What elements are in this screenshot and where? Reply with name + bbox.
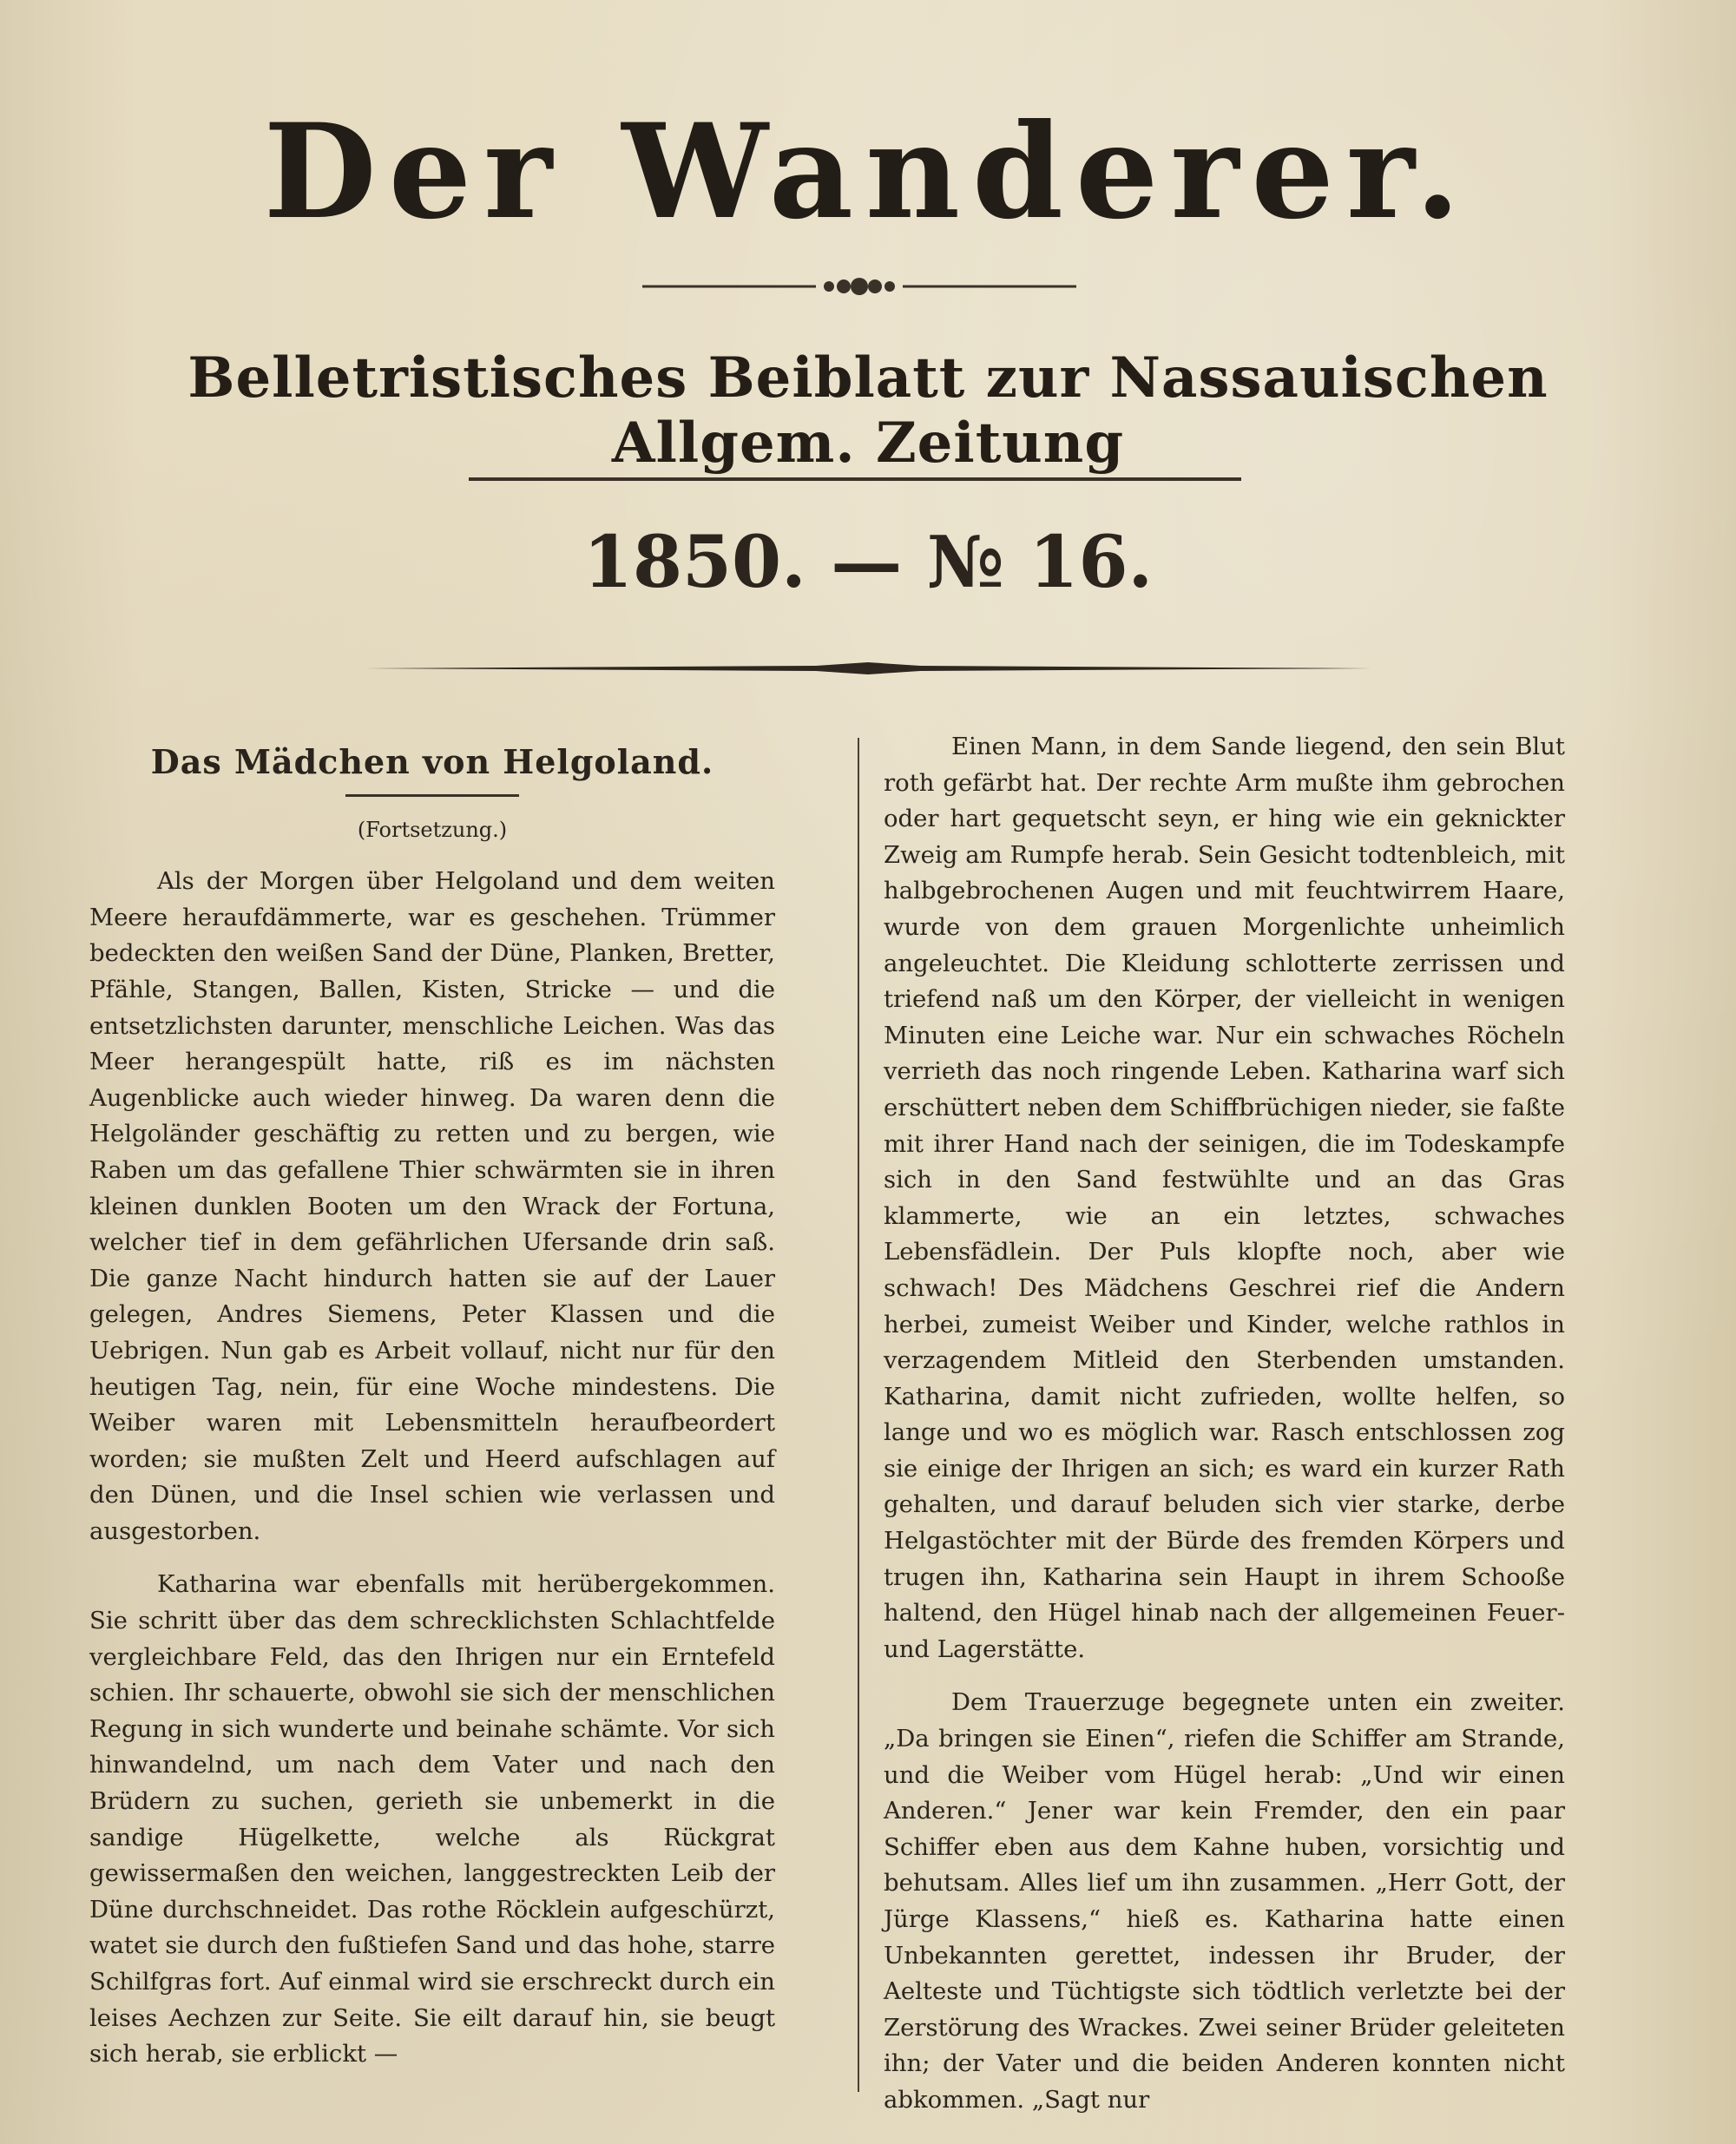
article-paragraph: Einen Mann, in dem Sande liegend, den sein Blut roth gefärbt hat. Der rechte Arm mußte ihm gebrochen oder hart gequetscht seyn, er hing wie ein geknickter Zweig am Rumpfe herab. Sein Gesicht todtenbleich, mit halbgebrochenen Augen und mit feuchtwirrem Haare, wurde von dem grauen Morgenlichte unheimlich angeleuchtet. Die Kleidung schlotterte zerrissen und triefend naß um den Körper, der vielleicht in wenigen Minuten eine Leiche war. Nur ein schwaches Röcheln verrieth das noch ringende Leben. Katharina warf sich erschüttert neben dem Schiffbrüchigen nieder, sie faßte mit ihrer Hand nach der seinigen, die im Todeskampfe sich in den Sand festwühlte und an das Gras klammerte, wie an ein letztes, schwaches Lebensfädlein. Der Puls klopfte noch, aber wie schwach! Des Mädchens Geschrei rief die Andern herbei, zumeist Weiber und Kinder, welche rathlos in verzagendem Mitleid den Sterbenden umstanden. Katharina, damit nicht zufrieden, wollte helfen, so lange und wo es möglich war. Rasch entschlossen zog sie einige der Ihrigen an sich; es ward ein kurzer Rath gehalten, und darauf beluden sich vier starke, derbe Helgastöchter mit der Bürde des fremden Körpers und trugen ihn, Katharina sein Haupt in ihrem Schooße haltend, den Hügel hinab nach der allgemeinen Feuer- und Lagerstätte. <box>884 733 1565 1663</box>
masthead-rule <box>469 477 1241 481</box>
ornament-divider-top <box>642 276 1076 297</box>
article-column-right <box>884 729 1565 2119</box>
masthead-subtitle: Belletristisches Beiblatt zur Nassauischen Allgem. Zeitung <box>187 345 1549 476</box>
article-title-rule <box>345 794 519 797</box>
article-paragraph: Als der Morgen über Helgoland und dem weiten Meere heraufdämmerte, war es geschehen. Trümmer bedeckten den weißen Sand der Düne, Planken, Bretter, Pfähle, Stangen, Ballen, Kisten, Stricke — und die entsetzlichsten darunter, menschliche Leichen. Was das Meer herangespült hatte, riß es im nächsten Augenblicke auch wieder hinweg. Da waren denn die Helgoländer geschäftig zu retten und zu bergen, wie Raben um das gefallene Thier schwärmten sie in ihren kleinen dunklen Booten um den Wrack der Fortuna, welcher tief in dem gefährlichen Ufersande drin saß. Die ganze Nacht hindurch hatten sie auf der Lauer gelegen, Andres Siemens, Peter Klassen und die Uebrigen. Nun gab es Arbeit vollauf, nicht nur für den heutigen Tag, nein, für eine Woche mindestens. Die Weiber waren mit Lebensmitteln heraufbeordert worden; sie mußten Zelt und Heerd aufschlagen auf den Dünen, und die Insel schien wie verlassen und ausgestorben. <box>89 867 775 1545</box>
issue-number: 1850. — № 16. <box>582 521 1154 604</box>
article-column-left <box>89 733 775 2073</box>
column-divider <box>858 738 859 2092</box>
article-paragraph: Katharina war ebenfalls mit herübergekommen. Sie schritt über das dem schrecklichsten Schlachtfelde vergleichbare Feld, das den Ihrigen nur ein Erntefeld schien. Ihr schauerte, obwohl sie sich der menschlichen Regung in sich wunderte und beinahe schämte. Vor sich hinwandelnd, um nach dem Vater und nach den Brüdern zu suchen, gerieth sie unbemerkt in die sandige Hügelkette, welche als Rückgrat gewissermaßen den weichen, langgestreckten Leib der Düne durchschneidet. Das rothe Röcklein aufgeschürzt, watet sie durch den fußtiefen Sand und das hohe, starre Schilfgras fort. Auf einmal wird sie erschreckt durch ein leises Aechzen zur Seite. Sie eilt darauf hin, sie beugt sich herab, sie erblickt — <box>89 1570 775 2068</box>
continuation-note: (Fortsetzung.) <box>357 817 508 842</box>
masthead-title: Der Wanderer. <box>263 95 1473 248</box>
article-paragraph: Dem Trauerzuge begegnete unten ein zweiter. „Da bringen sie Einen“, riefen die Schiffer am Strande, und die Weiber vom Hügel herab: „Und wir einen Anderen.“ Jener war kein Fremder, den ein paar Schiffer eben aus dem Kahne huben, vorsichtig und behutsam. Alles lief um ihn zusammen. „Herr Gott, der Jürge Klassens,“ hieß es. Katharina hatte einen Unbekannten gerettet, indessen ihr Bruder, der Aelteste und Tüchtigste sich tödtlich verletzte bei der Zerstörung des Wrackes. Zwei seiner Brüder geleiteten ihn; der Vater und die beiden Anderen konnten nicht abkommen. „Sagt nur <box>884 1688 1565 2114</box>
ornament-divider-bottom <box>365 660 1371 677</box>
article-title: Das Mädchen von Helgoland. <box>150 742 714 781</box>
